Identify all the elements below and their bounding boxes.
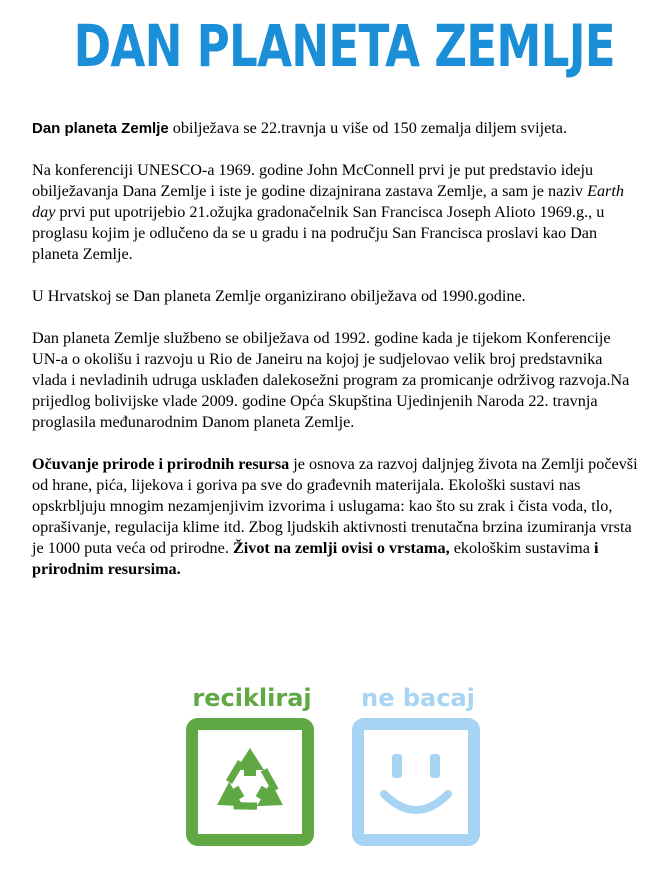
article-body: [32, 118, 640, 601]
history-text-1: Na konferenciji UNESCO-a 1969. godine John McConnell prvi je put predstavio ideju obilježavanja Dana Zemlje i iste je godine dizajnirana zastava Zemlje, a sam je naziv: [32, 161, 594, 200]
recycle-icon: [186, 718, 314, 846]
conservation-bold-1: Očuvanje prirode i prirodnih resursa: [32, 455, 290, 473]
intro-text: obilježava se 22.travnja u više od 150 zemalja diljem svijeta.: [168, 119, 567, 137]
paragraph-un: Dan planeta Zemlje službeno se obilježava od 1992. godine kada je tijekom Konferencije UN-a o okolišu i razvoju u Rio de Janeiru na kojoj je sudjelovao velik broj predstavnika vlada i nevladinih udruga usklađen dalekosežni program za promicanje održivog razvoja.Na prijedlog bolivijske vlade 2009. godine Opća Skupština Ujedinjenih Naroda 22. travnja proglasila međunarodnim Danom planeta Zemlje.: [32, 329, 630, 431]
smiley-face-icon: [364, 730, 468, 834]
conservation-text-2: ekološkim sustavima: [449, 539, 594, 557]
conservation-bold-2: Život na zemlji ovisi o vrstama,: [232, 539, 450, 557]
eco-icons: [186, 684, 486, 854]
smiley-icon: [352, 718, 480, 846]
recycle-label: recikliraj: [192, 684, 312, 712]
conservation-bold-3: i prirodnim resursima.: [32, 539, 599, 578]
page-title: DAN PLANETA ZEMLJE: [73, 12, 615, 80]
history-text-2: prvi put upotrijebio 21.ožujka gradonačelnik San Francisca Joseph Alioto 1969.g., u proglasu kojim je odlučeno da se u gradu i na području San Francisca proslavi kao Dan planeta Zemlje.: [32, 203, 605, 263]
history-italic: Earth day: [32, 182, 624, 221]
recycle-arrows-icon: [198, 730, 302, 834]
paragraph-intro: [32, 118, 640, 139]
intro-lead: Dan planeta Zemlje: [32, 120, 169, 137]
dont-throw-label: ne bacaj: [361, 684, 475, 712]
paragraph-history: [32, 160, 640, 265]
conservation-text-1: je osnova za razvoj daljnjeg života na Zemlji počevši od hrane, pića, lijekova i goriva pa sve do građevnih materijala. Ekološki sustavi nas opskrbljuju mnogim nezamjenjivim izvorima i uslugama: kao što su zrak i čista voda, tlo, oprašivanje, regulacija klime itd. Zbog ljudskih aktivnosti trenutačna brzina izumiranja vrsta je 1000 puta veća od prirodne.: [32, 455, 638, 557]
paragraph-croatia: U Hrvatskoj se Dan planeta Zemlje organizirano obilježava od 1990.godine.: [32, 287, 526, 305]
paragraph-conservation: [32, 454, 640, 580]
